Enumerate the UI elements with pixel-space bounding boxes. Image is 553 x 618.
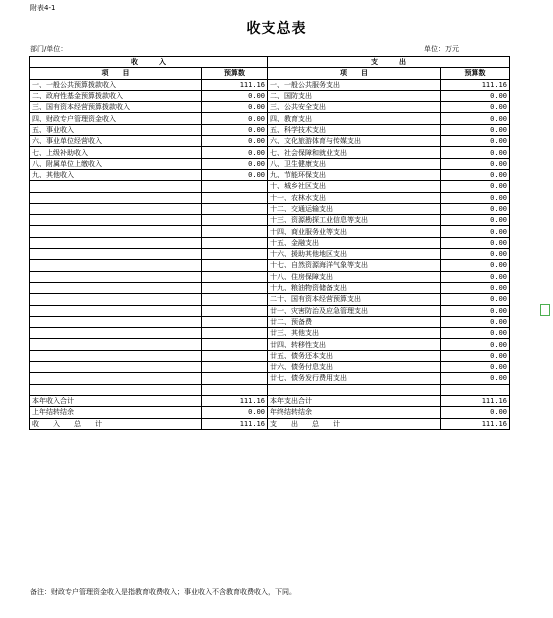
expense-budget-header: 预算数: [441, 68, 510, 79]
income-item-label: [30, 282, 202, 293]
income-item-label: [30, 350, 202, 361]
expense-item-value: 0.00: [441, 215, 510, 226]
table-row: [30, 136, 510, 147]
income-item-value: [202, 215, 268, 226]
expense-item-value: 0.00: [441, 316, 510, 327]
table-row: [30, 305, 510, 316]
expense-item-value: 0.00: [441, 147, 510, 158]
income-item-value: 0.00: [202, 169, 268, 180]
income-grand-label: 收 入 总 计: [30, 418, 202, 429]
expense-item-value: 0.00: [441, 305, 510, 316]
income-item-label: 六、事业单位经营收入: [30, 136, 202, 147]
carry-in-label: 上年结转结余: [30, 407, 202, 418]
income-item-label: 五、事业收入: [30, 124, 202, 135]
expense-item-value: 0.00: [441, 282, 510, 293]
expense-item-value: 0.00: [441, 158, 510, 169]
income-item-value: [202, 226, 268, 237]
table-row: [30, 181, 510, 192]
income-grand-value: 111.16: [202, 418, 268, 429]
income-item-label: [30, 226, 202, 237]
expense-item-label: 九、节能环保支出: [268, 169, 441, 180]
income-item-value: [202, 294, 268, 305]
income-item-value: [202, 237, 268, 248]
expense-total-label: 本年支出合计: [268, 395, 441, 406]
income-item-label: [30, 181, 202, 192]
expense-item-label: 十四、商业服务业等支出: [268, 226, 441, 237]
table-subheader-row: [30, 68, 510, 79]
table-row: [30, 237, 510, 248]
income-item-label: 一、一般公共预算拨款收入: [30, 79, 202, 90]
expense-item-value: 0.00: [441, 124, 510, 135]
table-row: [30, 384, 510, 395]
expense-item-value: 0.00: [441, 350, 510, 361]
income-budget-header: 预算数: [202, 68, 268, 79]
table-row: [30, 203, 510, 214]
income-item-label: [30, 373, 202, 384]
income-item-value: 111.16: [202, 79, 268, 90]
table-row: [30, 339, 510, 350]
income-item-label: [30, 362, 202, 373]
income-item-label: 九、其他收入: [30, 169, 202, 180]
expense-item-value: 0.00: [441, 192, 510, 203]
income-item-label: [30, 203, 202, 214]
expense-item-label: 八、卫生健康支出: [268, 158, 441, 169]
income-item-value: [202, 271, 268, 282]
table-row: [30, 294, 510, 305]
expense-item-label: 十三、资源勘探工业信息等支出: [268, 215, 441, 226]
budget-table: [29, 56, 510, 430]
income-total-label: 本年收入合计: [30, 395, 202, 406]
income-item-value: [202, 339, 268, 350]
expense-grand-label: 支 出 总 计: [268, 418, 441, 429]
table-row: [30, 350, 510, 361]
income-item-value: [202, 282, 268, 293]
expense-item-label: 十七、自然资源海洋气象等支出: [268, 260, 441, 271]
expense-item-value: 111.16: [441, 79, 510, 90]
expense-item-label: 二十、国有资本经营预算支出: [268, 294, 441, 305]
income-item-value: [202, 260, 268, 271]
expense-item-label: 一、一般公共服务支出: [268, 79, 441, 90]
income-item-label: [30, 305, 202, 316]
expense-grand-value: 111.16: [441, 418, 510, 429]
income-item-label: [30, 339, 202, 350]
income-item-value: [202, 350, 268, 361]
income-item-value: 0.00: [202, 147, 268, 158]
expense-item-label: 廿一、灾害防治及应急管理支出: [268, 305, 441, 316]
expense-item-label: 廿四、转移性支出: [268, 339, 441, 350]
expense-item-value: 0.00: [441, 260, 510, 271]
income-item-label: [30, 328, 202, 339]
table-row: [30, 373, 510, 384]
income-item-value: [202, 362, 268, 373]
table-row: [30, 249, 510, 260]
income-item-value: 0.00: [202, 136, 268, 147]
income-item-label: [30, 192, 202, 203]
income-item-label: [30, 215, 202, 226]
income-item-header: 项 目: [30, 68, 202, 79]
income-item-value: 0.00: [202, 124, 268, 135]
income-item-value: 0.00: [202, 158, 268, 169]
expense-item-label: 十六、援助其他地区支出: [268, 249, 441, 260]
expense-item-value: 0.00: [441, 181, 510, 192]
expense-item-value: 0.00: [441, 362, 510, 373]
income-item-value: [202, 328, 268, 339]
expense-item-label: 二、国防支出: [268, 90, 441, 101]
income-item-label: [30, 271, 202, 282]
side-marker: [540, 304, 550, 316]
expense-item-label: 廿六、债务付息支出: [268, 362, 441, 373]
page-title: 收支总表: [246, 21, 307, 37]
expense-item-label: 廿二、预备费: [268, 316, 441, 327]
expense-item-value: 0.00: [441, 102, 510, 113]
table-row: [30, 316, 510, 327]
table-row: [30, 90, 510, 101]
income-item-value: [202, 249, 268, 260]
table-row: [30, 260, 510, 271]
table-header-row: [30, 57, 510, 68]
expense-item-value: 0.00: [441, 339, 510, 350]
table-row: [30, 169, 510, 180]
expense-header: 支 出: [268, 57, 510, 68]
table-row: [30, 113, 510, 124]
income-item-value: [202, 203, 268, 214]
dept-label: 部门/单位：: [30, 45, 68, 53]
footnote: 备注：财政专户管理资金收入是指教育收费收入；事业收入不含教育收费收入，下同。: [30, 588, 296, 596]
expense-item-value: 0.00: [441, 373, 510, 384]
table-row: [30, 362, 510, 373]
income-item-value: [202, 373, 268, 384]
expense-item-value: 0.00: [441, 226, 510, 237]
expense-item-value: 0.00: [441, 249, 510, 260]
table-row: [30, 215, 510, 226]
table-row: [30, 79, 510, 90]
income-item-label: 四、财政专户管理资金收入: [30, 113, 202, 124]
income-item-value: 0.00: [202, 113, 268, 124]
income-item-value: [202, 316, 268, 327]
unit-label: 单位：万元: [424, 45, 459, 53]
expense-item-header: 项 目: [268, 68, 441, 79]
table-row: [30, 147, 510, 158]
income-item-value: [202, 192, 268, 203]
expense-item-label: 十、城乡社区支出: [268, 181, 441, 192]
attachment-label: 附表4-1: [30, 4, 56, 12]
total-row: [30, 395, 510, 406]
expense-item-label: 廿七、债务发行费用支出: [268, 373, 441, 384]
expense-item-label: 十一、农林水支出: [268, 192, 441, 203]
expense-item-label: 七、社会保障和就业支出: [268, 147, 441, 158]
table-row: [30, 102, 510, 113]
expense-item-label: 十八、住房保障支出: [268, 271, 441, 282]
income-item-label: 七、上级补助收入: [30, 147, 202, 158]
table-row: [30, 226, 510, 237]
income-item-label: [30, 294, 202, 305]
income-item-value: 0.00: [202, 90, 268, 101]
income-item-value: [202, 181, 268, 192]
carry-out-label: 年终结转结余: [268, 407, 441, 418]
expense-item-label: 三、公共安全支出: [268, 102, 441, 113]
income-item-label: [30, 316, 202, 327]
expense-total-value: 111.16: [441, 395, 510, 406]
expense-item-label: 五、科学技术支出: [268, 124, 441, 135]
table-row: [30, 124, 510, 135]
expense-item-value: 0.00: [441, 328, 510, 339]
income-header: 收 入: [30, 57, 268, 68]
income-item-label: 八、附属单位上缴收入: [30, 158, 202, 169]
expense-item-value: 0.00: [441, 169, 510, 180]
income-item-label: 二、政府性基金预算拨款收入: [30, 90, 202, 101]
expense-item-label: 十二、交通运输支出: [268, 203, 441, 214]
expense-item-label: 十九、粮油物资储备支出: [268, 282, 441, 293]
income-item-label: [30, 260, 202, 271]
table-row: [30, 282, 510, 293]
grand-total-row: [30, 418, 510, 429]
income-item-label: 三、国有资本经营预算拨款收入: [30, 102, 202, 113]
table-row: [30, 192, 510, 203]
expense-item-label: 廿三、其他支出: [268, 328, 441, 339]
expense-item-label: 十五、金融支出: [268, 237, 441, 248]
table-row: [30, 158, 510, 169]
expense-item-value: 0.00: [441, 113, 510, 124]
expense-item-value: 0.00: [441, 90, 510, 101]
expense-item-label: 六、文化旅游体育与传媒支出: [268, 136, 441, 147]
expense-item-label: 廿五、债务还本支出: [268, 350, 441, 361]
income-total-value: 111.16: [202, 395, 268, 406]
income-item-value: 0.00: [202, 102, 268, 113]
expense-item-label: 四、教育支出: [268, 113, 441, 124]
carry-out-value: 0.00: [441, 407, 510, 418]
income-item-label: [30, 249, 202, 260]
income-item-value: [202, 305, 268, 316]
expense-item-value: 0.00: [441, 136, 510, 147]
expense-item-value: 0.00: [441, 294, 510, 305]
carry-row: [30, 407, 510, 418]
carry-in-value: 0.00: [202, 407, 268, 418]
expense-item-value: 0.00: [441, 203, 510, 214]
expense-item-value: 0.00: [441, 271, 510, 282]
table-row: [30, 328, 510, 339]
income-item-label: [30, 237, 202, 248]
expense-item-value: 0.00: [441, 237, 510, 248]
table-row: [30, 271, 510, 282]
